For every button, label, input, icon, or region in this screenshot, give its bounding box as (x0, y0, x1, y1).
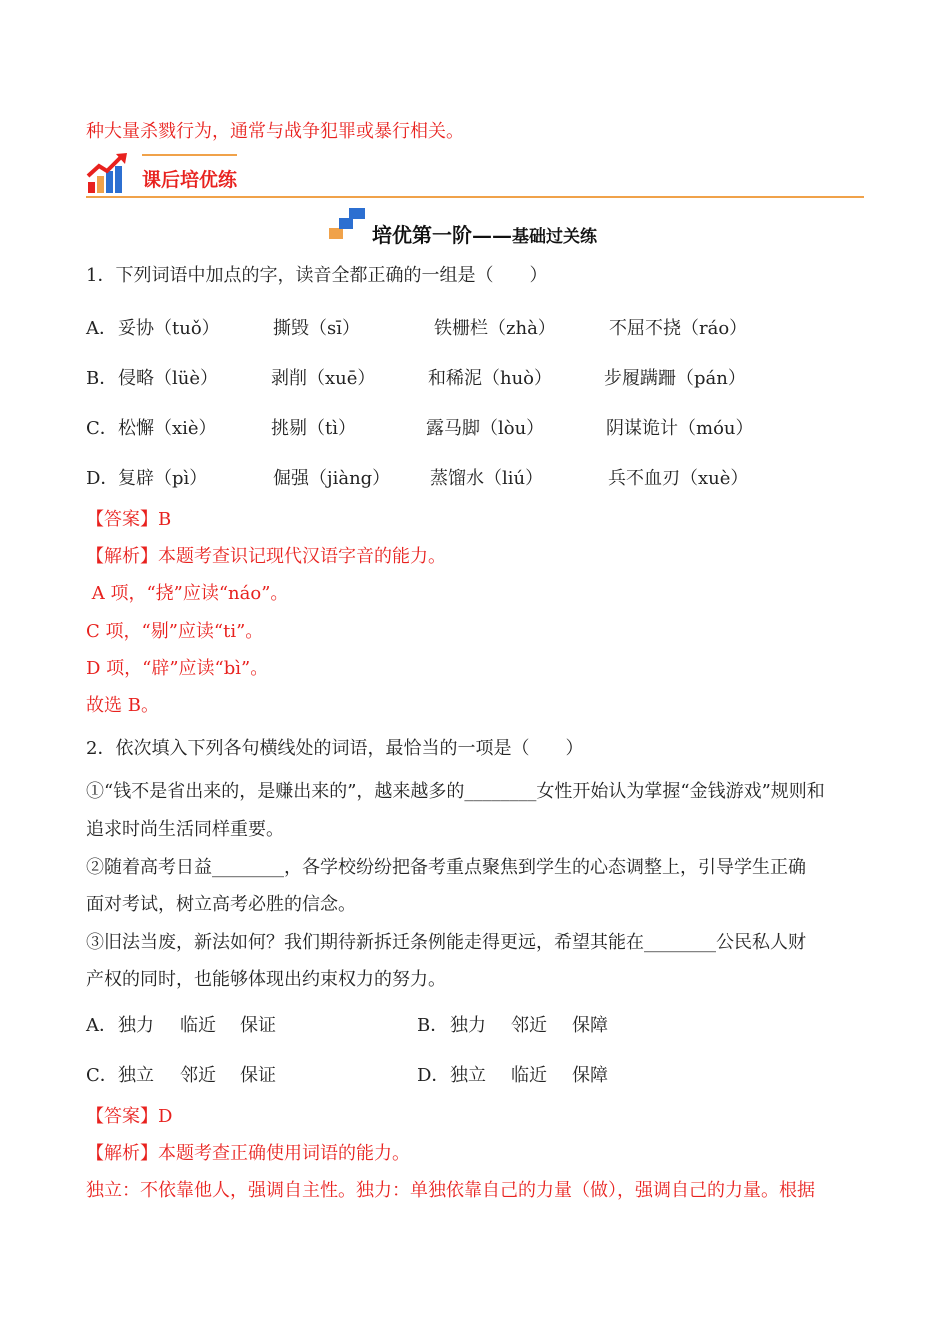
section-title-sub: 基础过关练 (512, 227, 597, 247)
option-item: 挑剔（tì） (271, 418, 356, 439)
option-item: 阴谋诡计（móu） (606, 418, 754, 439)
option-item: 松懈（xiè） (118, 418, 217, 439)
header-divider (86, 196, 864, 198)
option-item: 独立 (450, 1065, 486, 1086)
q2-sentence-line: ③旧法当废，新法如何？我们期待新拆迁条例能走得更远，希望其能在________公民私人财 (86, 932, 806, 953)
q1-analysis-line: 【解析】本题考查识记现代汉语字音的能力。 (86, 546, 446, 567)
q2-stem: 2．依次填入下列各句横线处的词语，最恰当的一项是（ ） (86, 738, 584, 759)
option-item: 妥协（tuǒ） (118, 318, 220, 339)
option-item: 保障 (572, 1015, 608, 1036)
option-item: 撕毁（sī） (273, 318, 360, 339)
option-item: 保障 (572, 1065, 608, 1086)
option-label: D． (86, 468, 119, 489)
option-label: C． (86, 1065, 118, 1086)
option-label: A． (86, 318, 117, 339)
option-label: B． (86, 368, 118, 389)
option-item: 兵不血刃（xuè） (608, 468, 749, 489)
option-item: 保证 (240, 1065, 276, 1086)
q2-sentence-line: 追求时尚生活同样重要。 (86, 819, 284, 840)
option-item: 邻近 (511, 1015, 547, 1036)
option-item: 独立 (118, 1065, 154, 1086)
option-item: 临近 (180, 1015, 216, 1036)
option-label: C． (86, 418, 118, 439)
option-label: D． (417, 1065, 450, 1086)
option-item: 铁栅栏（zhà） (434, 318, 556, 339)
section-title (372, 219, 597, 248)
option-item: 蒸馏水（liú） (430, 468, 544, 489)
option-item: 邻近 (180, 1065, 216, 1086)
q2-sentence-line: ②随着高考日益________，各学校纷纷把备考重点聚焦到学生的心态调整上，引导学生正确 (86, 857, 806, 878)
option-item: 剥削（xuē） (271, 368, 376, 389)
section-title-dash: —— (472, 223, 512, 247)
option-item: 侵略（lüè） (118, 368, 219, 389)
option-item: 和稀泥（huò） (428, 368, 553, 389)
option-item: 露马脚（lòu） (426, 418, 545, 439)
section-title-main: 培优第一阶 (372, 223, 472, 247)
option-item: 保证 (240, 1015, 276, 1036)
q1-analysis-line: D 项，“辟”应读“bì”。 (86, 658, 269, 679)
option-item: 独力 (118, 1015, 154, 1036)
header-top-rule (142, 154, 237, 156)
option-item: 不屈不挠（ráo） (609, 318, 748, 339)
option-label: A． (86, 1015, 117, 1036)
option-item: 步履蹒跚（pán） (604, 368, 746, 389)
q2-sentence-line: ①“钱不是省出来的，是赚出来的”，越来越多的________女性开始认为掌握“金钱游戏”规则和 (86, 781, 825, 802)
q2-analysis-line: 【解析】本题考查正确使用词语的能力。 (86, 1143, 410, 1164)
option-label: B． (417, 1015, 449, 1036)
stairs-icon (329, 206, 369, 244)
header-title: 课后培优练 (142, 169, 238, 191)
q1-analysis-line: C 项，“剔”应读“ti”。 (86, 621, 264, 642)
chart-logo-icon (86, 152, 130, 198)
q1-answer: 【答案】B (86, 509, 172, 530)
option-item: 临近 (511, 1065, 547, 1086)
q2-sentence-line: 产权的同时，也能够体现出约束权力的努力。 (86, 969, 446, 990)
q1-stem: 1．下列词语中加点的字，读音全都正确的一组是（ ） (86, 265, 548, 286)
continued-text: 种大量杀戮行为，通常与战争犯罪或暴行相关。 (86, 121, 464, 142)
q1-analysis-line: 故选 B。 (86, 695, 159, 716)
option-item: 复辟（pì） (118, 468, 208, 489)
q2-analysis-line: 独立：不依靠他人，强调自主性。独力：单独依靠自己的力量（做），强调自己的力量。根据 (86, 1180, 815, 1201)
q2-sentence-line: 面对考试，树立高考必胜的信念。 (86, 894, 356, 915)
option-item: 独力 (450, 1015, 486, 1036)
q1-analysis-line: A 项，“挠”应读“náo”。 (86, 583, 289, 604)
q2-answer: 【答案】D (86, 1106, 173, 1127)
option-item: 倔强（jiàng） (273, 468, 391, 489)
